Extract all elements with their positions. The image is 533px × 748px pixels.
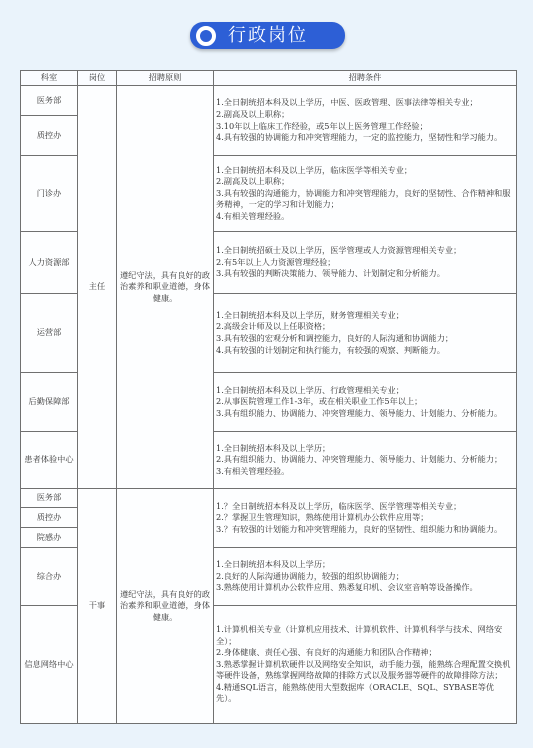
conditions-cell [214, 232, 517, 294]
condition-line: 2.副高及以上职称； [216, 108, 290, 119]
condition-line: 1.全日制统招本科及以上学历； [216, 559, 331, 570]
condition-line: 2.从事医院管理工作1-3年，或在相关职业工作5年以上； [216, 396, 423, 407]
department-cell: 运营部 [21, 294, 78, 373]
condition-line: 4.具有较强的协调能力和冲突管理能力，一定的监控能力，坚韧性和学习能力。 [216, 132, 503, 143]
circle-icon [196, 26, 216, 46]
department-cell: 质控办 [21, 508, 78, 528]
table-row [21, 86, 517, 116]
condition-line: 1.全日制统招本科及以上学历，中医、医政管理、医事法律等相关专业； [216, 97, 478, 108]
condition-line: 4.精通SQL语言，能熟练使用大型数据库（ORACLE、SQL、SYBASE等优先）。 [216, 681, 495, 704]
department-cell: 门诊办 [21, 156, 78, 232]
position-cell: 干事 [78, 489, 117, 724]
condition-line: 3.有相关管理经验。 [216, 465, 290, 476]
principle-cell: 遵纪守法，具有良好的政治素养和职业道德，身体健康。 [117, 489, 214, 724]
condition-line: 3.10年以上临床工作经验，或5年以上医务管理工作经验； [216, 120, 428, 131]
department-cell: 院感办 [21, 528, 78, 548]
department-cell: 质控办 [21, 116, 78, 156]
condition-line: 3.熟悉掌握计算机软硬件以及网络安全知识，动手能力强，能熟练合理配置交换机等硬件设备，熟练掌握网络故障的排除方式以及服务器等硬件的故障排除方法； [216, 658, 511, 681]
section-banner [190, 22, 345, 49]
conditions-cell [214, 373, 517, 432]
conditions-cell [214, 294, 517, 373]
condition-line: 2.身体健康、责任心强、有良好的沟通能力和团队合作精神； [216, 647, 437, 658]
header-department: 科室 [21, 71, 78, 86]
table-header-row [21, 71, 517, 86]
conditions-cell [214, 548, 517, 606]
condition-line: 1.？全日制统招本科及以上学历，临床医学、医学管理等相关专业； [216, 500, 462, 511]
condition-line: 1.全日制统招本科及以上学历； [216, 442, 331, 453]
conditions-cell [214, 432, 517, 489]
condition-line: 2.副高及以上职称； [216, 176, 290, 187]
position-cell: 主任 [78, 86, 117, 489]
condition-line: 1.全日制统招本科及以上学历、行政管理相关专业； [216, 384, 404, 395]
condition-line: 4.具有较强的计划制定和执行能力，有较强的观察、判断能力。 [216, 344, 445, 355]
recruitment-table [20, 70, 517, 724]
condition-line: 1.全日制统招硕士及以上学历，医学管理或人力资源管理相关专业； [216, 245, 462, 256]
department-cell: 医务部 [21, 86, 78, 116]
condition-line: 2.良好的人际沟通协调能力，较强的组织协调能力； [216, 570, 404, 581]
header-conditions: 招聘条件 [214, 71, 517, 86]
section-title: 行政岗位 [228, 25, 308, 46]
condition-line: 2.高级会计师及以上任职资格； [216, 321, 331, 332]
condition-line: 3.具有较强的宏观分析和调控能力，良好的人际沟通和协调能力； [216, 333, 454, 343]
conditions-cell [214, 606, 517, 724]
condition-line: 3.具有较强的沟通能力，协调能力和冲突管理能力，良好的坚韧性、合作精神和服务精神，一定的学习和计划能力； [216, 187, 511, 210]
condition-line: 1.全日制统招本科及以上学历，临床医学等相关专业； [216, 164, 413, 175]
department-cell: 后勤保障部 [21, 373, 78, 432]
condition-line: 1.全日制统招本科及以上学历，财务管理相关专业； [216, 309, 404, 320]
conditions-cell [214, 489, 517, 548]
condition-line: 2.？掌握卫生管理知识，熟练使用计算机办公软件应用等； [216, 512, 429, 523]
department-cell: 患者体验中心 [21, 432, 78, 489]
department-cell: 医务部 [21, 489, 78, 508]
condition-line: 3.具有较强的判断决策能力、领导能力、计划制定和分析能力。 [216, 268, 445, 279]
header-principle: 招聘原则 [117, 71, 214, 86]
conditions-cell [214, 156, 517, 232]
condition-line: 4.有相关管理经验。 [216, 210, 290, 221]
condition-line: 3.？有较强的计划能力和冲突管理能力，良好的坚韧性、组织能力和协调能力。 [216, 523, 503, 534]
department-cell: 人力资源部 [21, 232, 78, 294]
condition-line: 1.计算机相关专业（计算机应用技术、计算机软件、计算机科学与技术、网络安全）； [216, 623, 503, 646]
table-row [21, 489, 517, 508]
header-position: 岗位 [78, 71, 117, 86]
condition-line: 2.具有组织能力、协调能力、冲突管理能力、领导能力、计划能力、分析能力； [216, 454, 503, 465]
principle-cell: 遵纪守法，具有良好的政治素养和职业道德，身体健康。 [117, 86, 214, 489]
condition-line: 3.熟练使用计算机办公软件应用、熟悉复印机、会议室音响等设备操作。 [216, 582, 478, 593]
conditions-cell [214, 86, 517, 156]
department-cell: 信息网络中心 [21, 606, 78, 724]
condition-line: 3.具有组织能力、协调能力、冲突管理能力、领导能力、计划能力、分析能力。 [216, 407, 503, 418]
condition-line: 2.有5年以上人力资源管理经验； [216, 256, 336, 267]
department-cell: 综合办 [21, 548, 78, 606]
